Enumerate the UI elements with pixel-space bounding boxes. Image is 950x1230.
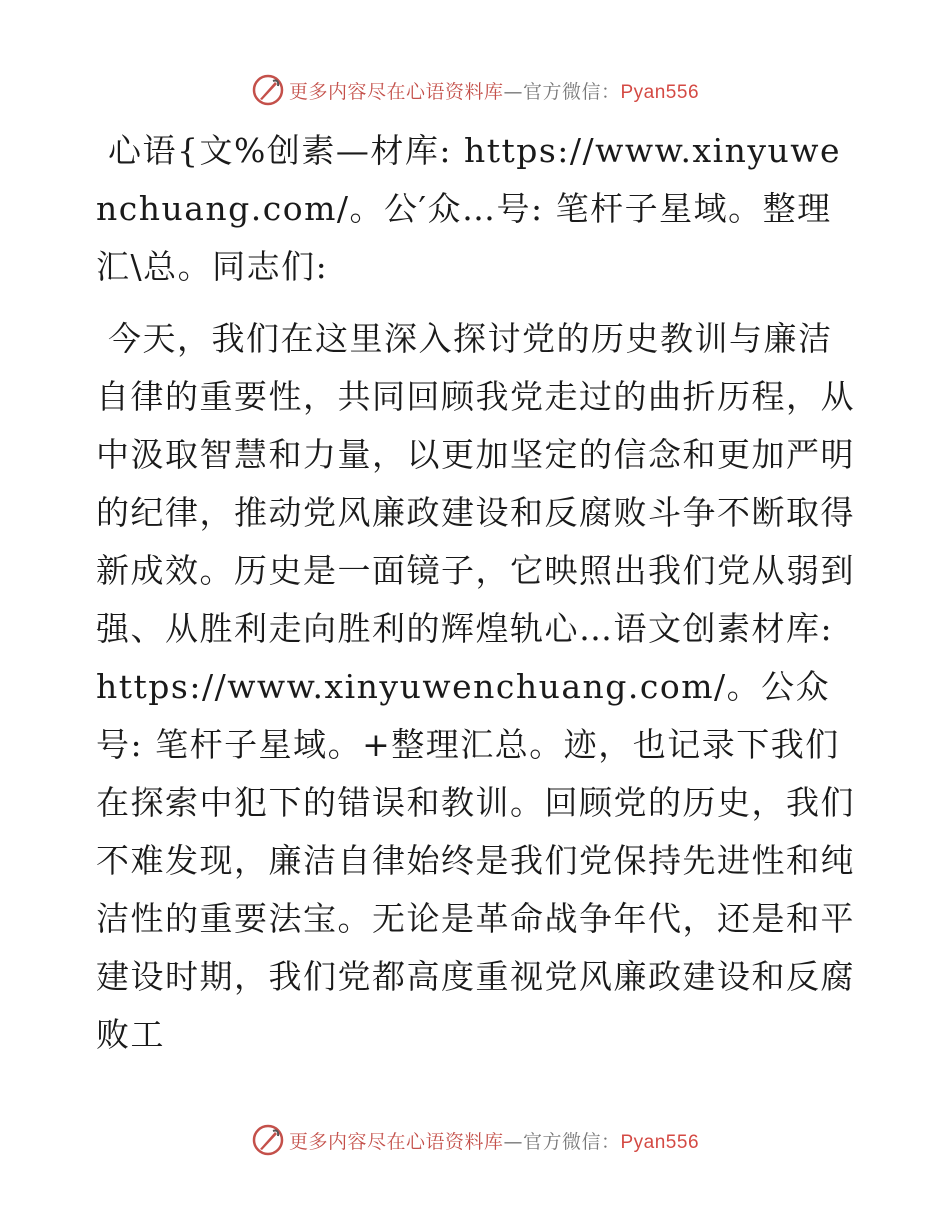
document-body [96,122,856,1064]
paragraph-intro: 心语{文%创素—材库: https://www.xinyuwenchuang.com/。公′众…号: 笔杆子星域。整理汇\总。同志们: [96,131,842,286]
footer-banner-separator: — [503,1130,523,1153]
footer-banner [0,1120,950,1160]
quill-logo-icon [251,73,285,107]
header-banner-label: 官方微信： [522,80,621,103]
paragraph-main: 今天，我们在这里深入探讨党的历史教训与廉洁自律的重要性，共同回顾我党走过的曲折历程，从中汲取智慧和力量，以更加坚定的信念和更加严明的纪律，推动党风廉政建设和反腐败斗争不断取得新成效。历史是一面镜子，它映照出我们党从弱到强、从胜利走向胜利的辉煌轨心…语文创素材库: https://www.xinyuwenchuang.com/。公众号: 笔杆子星域。+整理汇总。迹，也记录下我们在探索中犯下的错误和教训。回顾党的历史，我们不难发现，廉洁自律始终是我们党保持先进性和纯洁性的重要法宝。无论是革命战争年代，还是和平建设时期，我们党都高度重视党风廉政建设和反腐败工 [96,319,855,1054]
header-banner [0,70,950,110]
footer-banner-text [289,1127,699,1154]
quill-logo-icon [251,1123,285,1157]
header-banner-wechat-id: Pyan556 [620,81,700,103]
footer-banner-wechat-id: Pyan556 [620,1131,700,1153]
footer-banner-label: 官方微信： [522,1130,621,1153]
header-banner-main: 更多内容尽在心语资料库 [288,80,504,103]
header-banner-separator: — [503,80,523,103]
footer-banner-main: 更多内容尽在心语资料库 [288,1130,504,1153]
header-banner-text [289,77,699,104]
